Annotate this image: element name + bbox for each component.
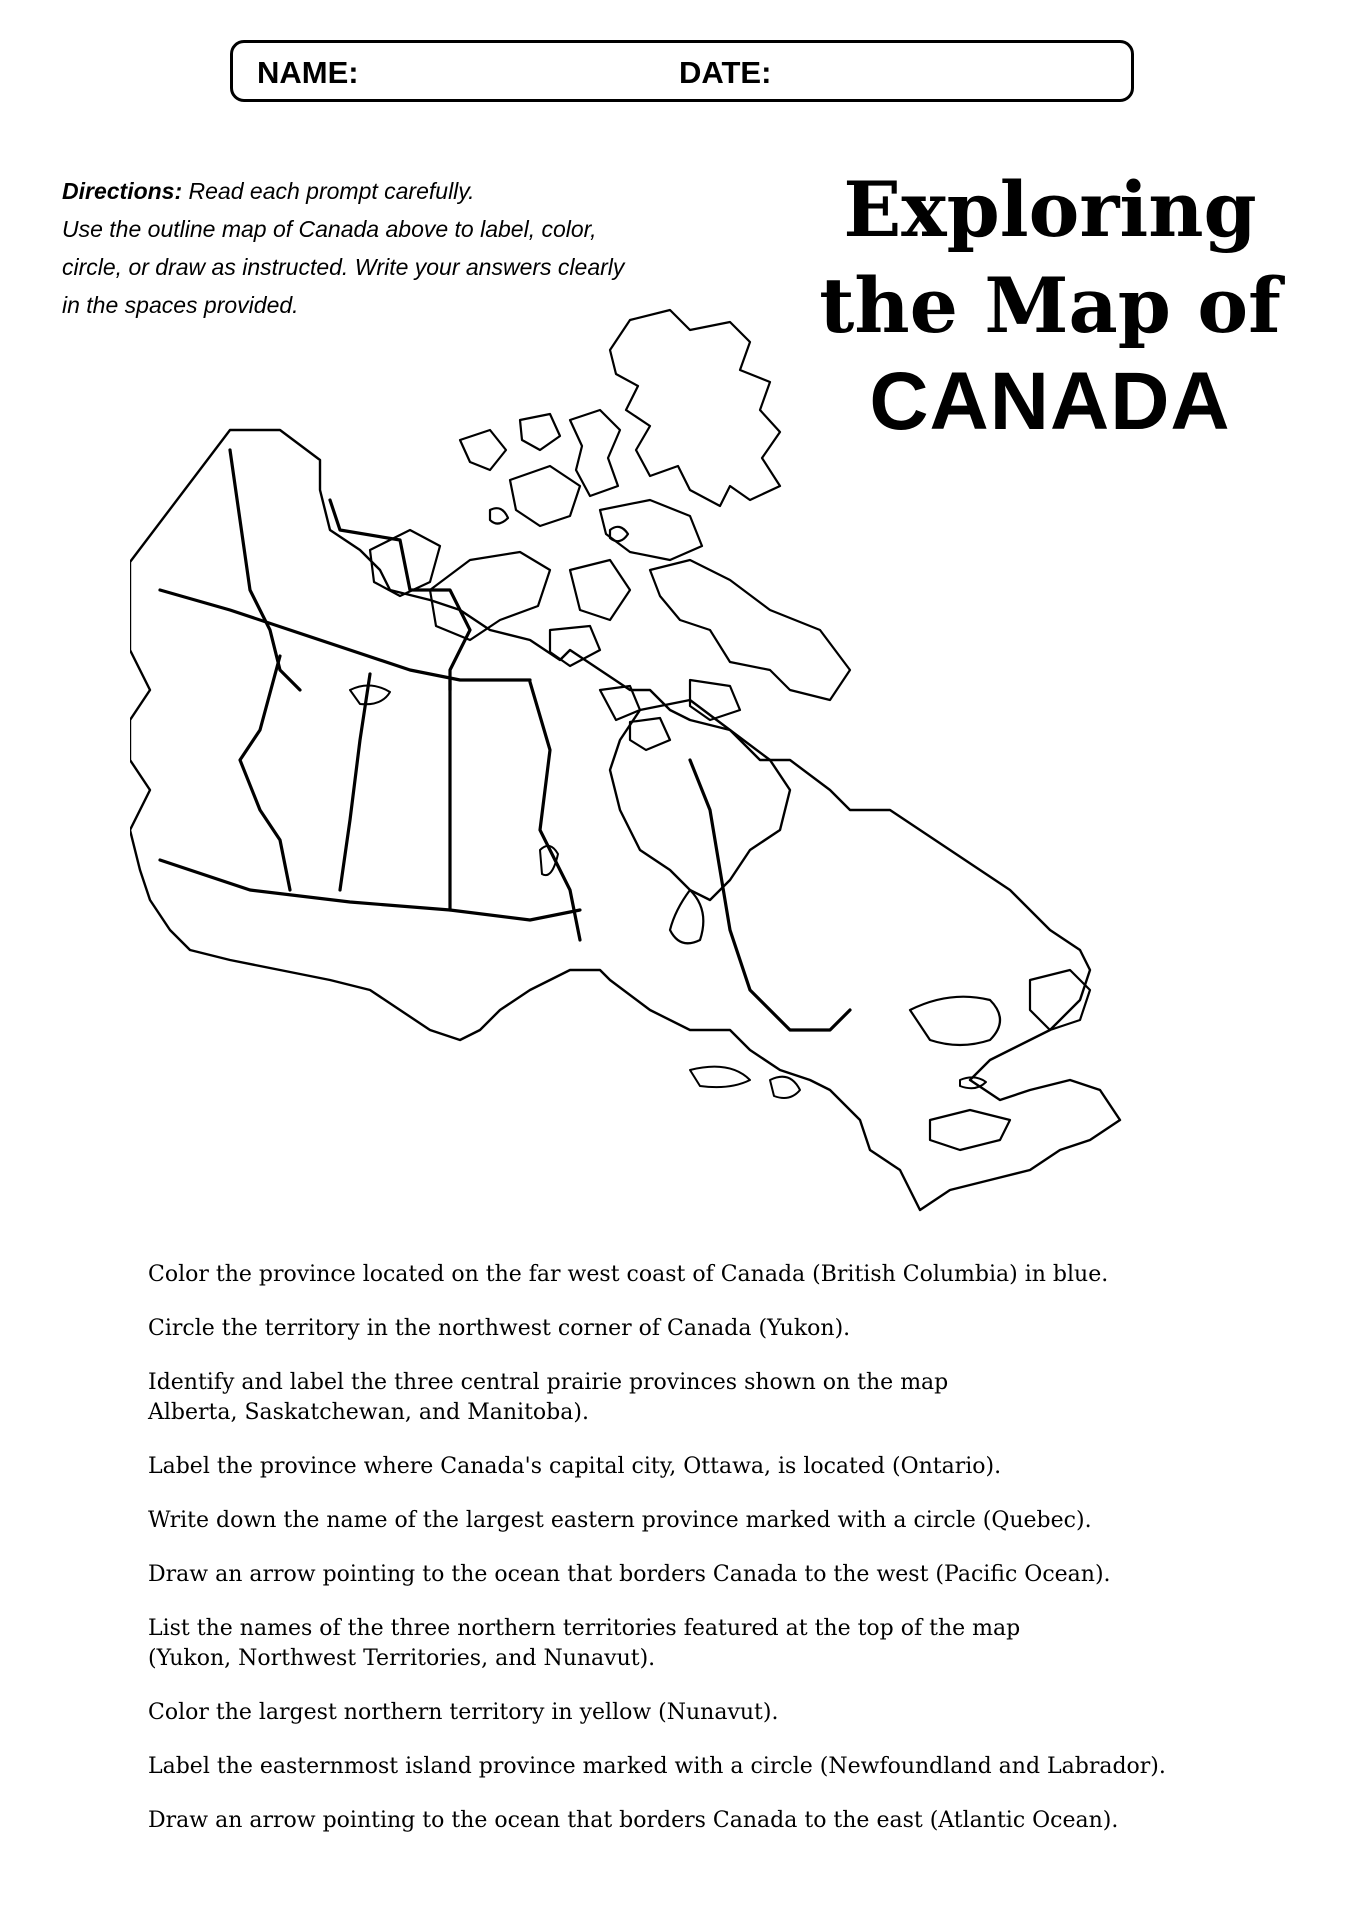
victoria-island: [430, 552, 550, 640]
date-label: DATE:: [679, 55, 772, 90]
arctic-islands: [370, 310, 850, 750]
task-line: List the names of the three northern territories featured at the top of the map: [148, 1616, 1021, 1641]
island-d: [600, 500, 702, 560]
southampton-island: [630, 718, 670, 750]
great-slave-lake: [350, 685, 390, 704]
task-item: [148, 1368, 1298, 1428]
task-line: Write down the name of the largest eastern province marked with a circle (Quebec).: [148, 1508, 1092, 1533]
directions-line: in the spaces provided.: [62, 292, 299, 318]
gulf-st-lawrence: [910, 997, 1000, 1045]
task-line: Color the largest northern territory in yellow (Nunavut).: [148, 1700, 779, 1725]
ellesmere-island: [610, 310, 780, 506]
task-item: [148, 1260, 1298, 1290]
title-line-2: the Map of: [819, 261, 1281, 350]
title-line-1: Exploring: [843, 165, 1257, 254]
small-island-1: [610, 527, 628, 541]
nova-scotia: [930, 1110, 1010, 1150]
island-a: [460, 430, 506, 470]
directions-line: [62, 172, 702, 210]
southern-border: [160, 860, 580, 920]
task-item: [148, 1806, 1298, 1836]
island-f: [550, 626, 600, 666]
manitoba-ontario-border: [530, 682, 580, 940]
canada-outline-map: [130, 290, 1240, 1220]
directions-line-text: Read each prompt carefully.: [188, 178, 475, 204]
task-line: Draw an arrow pointing to the ocean that borders Canada to the east (Atlantic Ocean).: [148, 1808, 1119, 1833]
bc-alberta-border: [240, 656, 290, 890]
task-item: [148, 1506, 1298, 1536]
task-line: Label the province where Canada's capital city, Ottawa, is located (Ontario).: [148, 1454, 1002, 1479]
yukon-nwt-border: [230, 450, 300, 690]
directions-line: Use the outline map of Canada above to label, color,: [62, 216, 597, 242]
task-item: [148, 1560, 1298, 1590]
task-item: [148, 1314, 1298, 1344]
island-e: [570, 560, 630, 620]
task-line: (Yukon, Northwest Territories, and Nunavut).: [148, 1646, 656, 1671]
directions-heading: Directions:: [62, 178, 183, 204]
title-line-3: CANADA: [869, 356, 1231, 447]
name-date-header: [230, 40, 1134, 102]
task-line: Circle the territory in the northwest corner of Canada (Yukon).: [148, 1316, 851, 1341]
directions-line: circle, or draw as instructed. Write your answers clearly: [62, 254, 625, 280]
task-line: Identify and label the three central prairie provinces shown on the map: [148, 1370, 949, 1395]
task-line: Draw an arrow pointing to the ocean that borders Canada to the west (Pacific Ocean).: [148, 1562, 1111, 1587]
island-b: [520, 414, 560, 450]
task-line: Label the easternmost island province marked with a circle (Newfoundland and Labrador).: [148, 1754, 1166, 1779]
island-g: [690, 680, 740, 720]
small-island-2: [490, 508, 508, 523]
alberta-sask-border: [340, 674, 370, 890]
task-item: [148, 1698, 1298, 1728]
task-item: [148, 1614, 1298, 1674]
task-line: Color the province located on the far west coast of Canada (British Columbia) in blue.: [148, 1262, 1109, 1287]
task-item: [148, 1752, 1298, 1782]
task-item: [148, 1452, 1298, 1482]
island-c: [510, 466, 580, 526]
lake-huron: [770, 1077, 800, 1098]
hudson-bay: [610, 700, 790, 900]
task-list: [148, 1260, 1298, 1860]
lake-superior: [690, 1067, 750, 1087]
task-line: Alberta, Saskatchewan, and Manitoba).: [148, 1400, 589, 1425]
territories-provinces-border: [160, 590, 530, 680]
baffin-island: [650, 560, 850, 700]
internal-borders: [160, 450, 850, 1030]
name-label: NAME:: [257, 55, 359, 90]
james-bay: [670, 890, 703, 943]
